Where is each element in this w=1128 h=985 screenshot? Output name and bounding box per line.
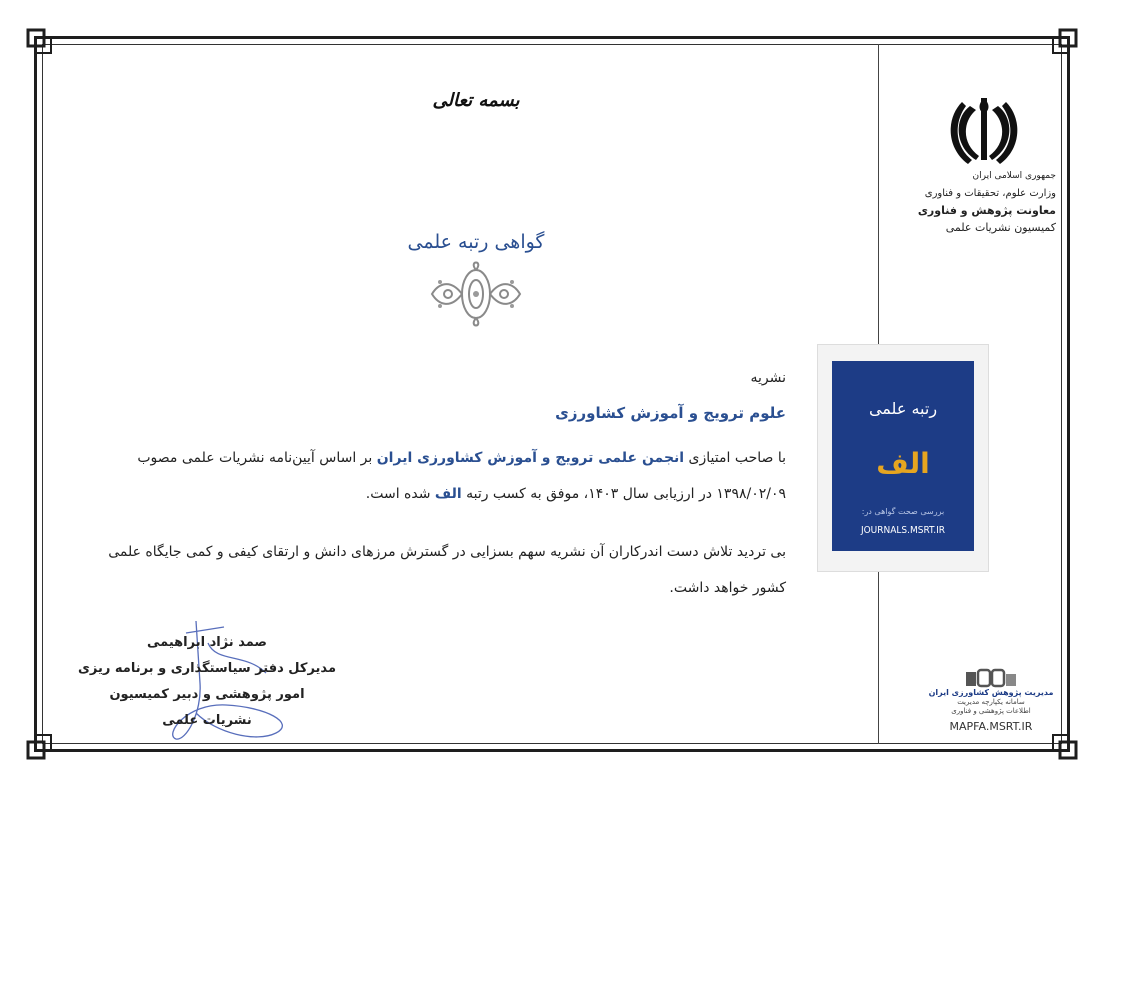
mapfa-logo-icon: [964, 668, 1018, 688]
journal-label: نشریه: [750, 370, 786, 386]
mapfa-block: [916, 668, 1066, 733]
badge-title: رتبه علمی: [868, 399, 938, 418]
basmala: بسمه تعالی: [432, 90, 520, 111]
signatory-name: صمد نژاد ابراهیمی: [146, 635, 267, 650]
certificate-title: گواهی رتبه علمی: [407, 231, 545, 253]
badge-grade: الف: [876, 447, 930, 480]
emblem-line-1: جمهوری اسلامی ایران: [972, 171, 1056, 181]
mapfa-line-2: سامانه یکپارچه مدیریت: [957, 698, 1025, 706]
mapfa-url[interactable]: MAPFA.MSRT.IR: [949, 720, 1033, 733]
ornament-icon: [428, 258, 524, 330]
signatory-title-line-2: امور پژوهشی و دبیر کمیسیون: [109, 687, 305, 702]
mapfa-line-1: مدیریت پژوهش کشاورزی ایران: [928, 688, 1054, 697]
p1-body: بر اساس آیین‌نامه نشریات علمی مصوب ۱۳۹۸/۰۲/۰۹ در ارزیابی سال ۱۴۰۳، موفق به کسب رتبه: [137, 450, 786, 502]
iran-emblem-icon: [946, 94, 1022, 166]
grade-badge-panel: [832, 361, 974, 551]
badge-url[interactable]: JOURNALS.MSRT.IR: [860, 525, 946, 536]
journal-owner: انجمن علمی ترویج و آموزش کشاورزی ایران: [376, 450, 685, 466]
certificate: [26, 28, 1078, 760]
signatory-title-line-3: نشریات علمی: [162, 713, 252, 728]
p1-end: شده است.: [365, 486, 431, 502]
corner-ornament-icon: [26, 730, 56, 760]
badge-caption: بررسی صحت گواهی در:: [861, 507, 945, 516]
corner-ornament-icon: [26, 28, 56, 58]
grade-inline: الف: [434, 486, 462, 502]
certificate-paragraph-1: [106, 440, 786, 512]
emblem-line-4: کمیسیون نشریات علمی: [945, 221, 1056, 234]
signatory-block: [72, 630, 342, 734]
certificate-paragraph-2: بی تردید تلاش دست اندرکاران آن نشریه سهم بسزایی در گسترش مرزهای دانش و ارتقای کیفی و کمی جایگاه علمی کشور خواهد داشت.: [108, 544, 786, 596]
corner-ornament-icon: [1048, 730, 1078, 760]
corner-ornament-icon: [1048, 28, 1078, 58]
emblem-line-2: وزارت علوم، تحقیقات و فناوری: [924, 188, 1056, 199]
emblem-line-3: معاونت پژوهش و فناوری: [917, 204, 1056, 217]
grade-badge: [817, 344, 989, 572]
mapfa-line-3: اطلاعات پژوهشی و فناوری: [951, 707, 1031, 715]
signatory-title-line-1: مدیرکل دفتر سیاستگذاری و برنامه ریزی: [78, 661, 336, 676]
p1-intro: با صاحب امتیازی: [688, 450, 786, 466]
emblem-text: [906, 168, 1056, 236]
journal-name: علوم ترویج و آموزش کشاورزی: [555, 404, 786, 422]
